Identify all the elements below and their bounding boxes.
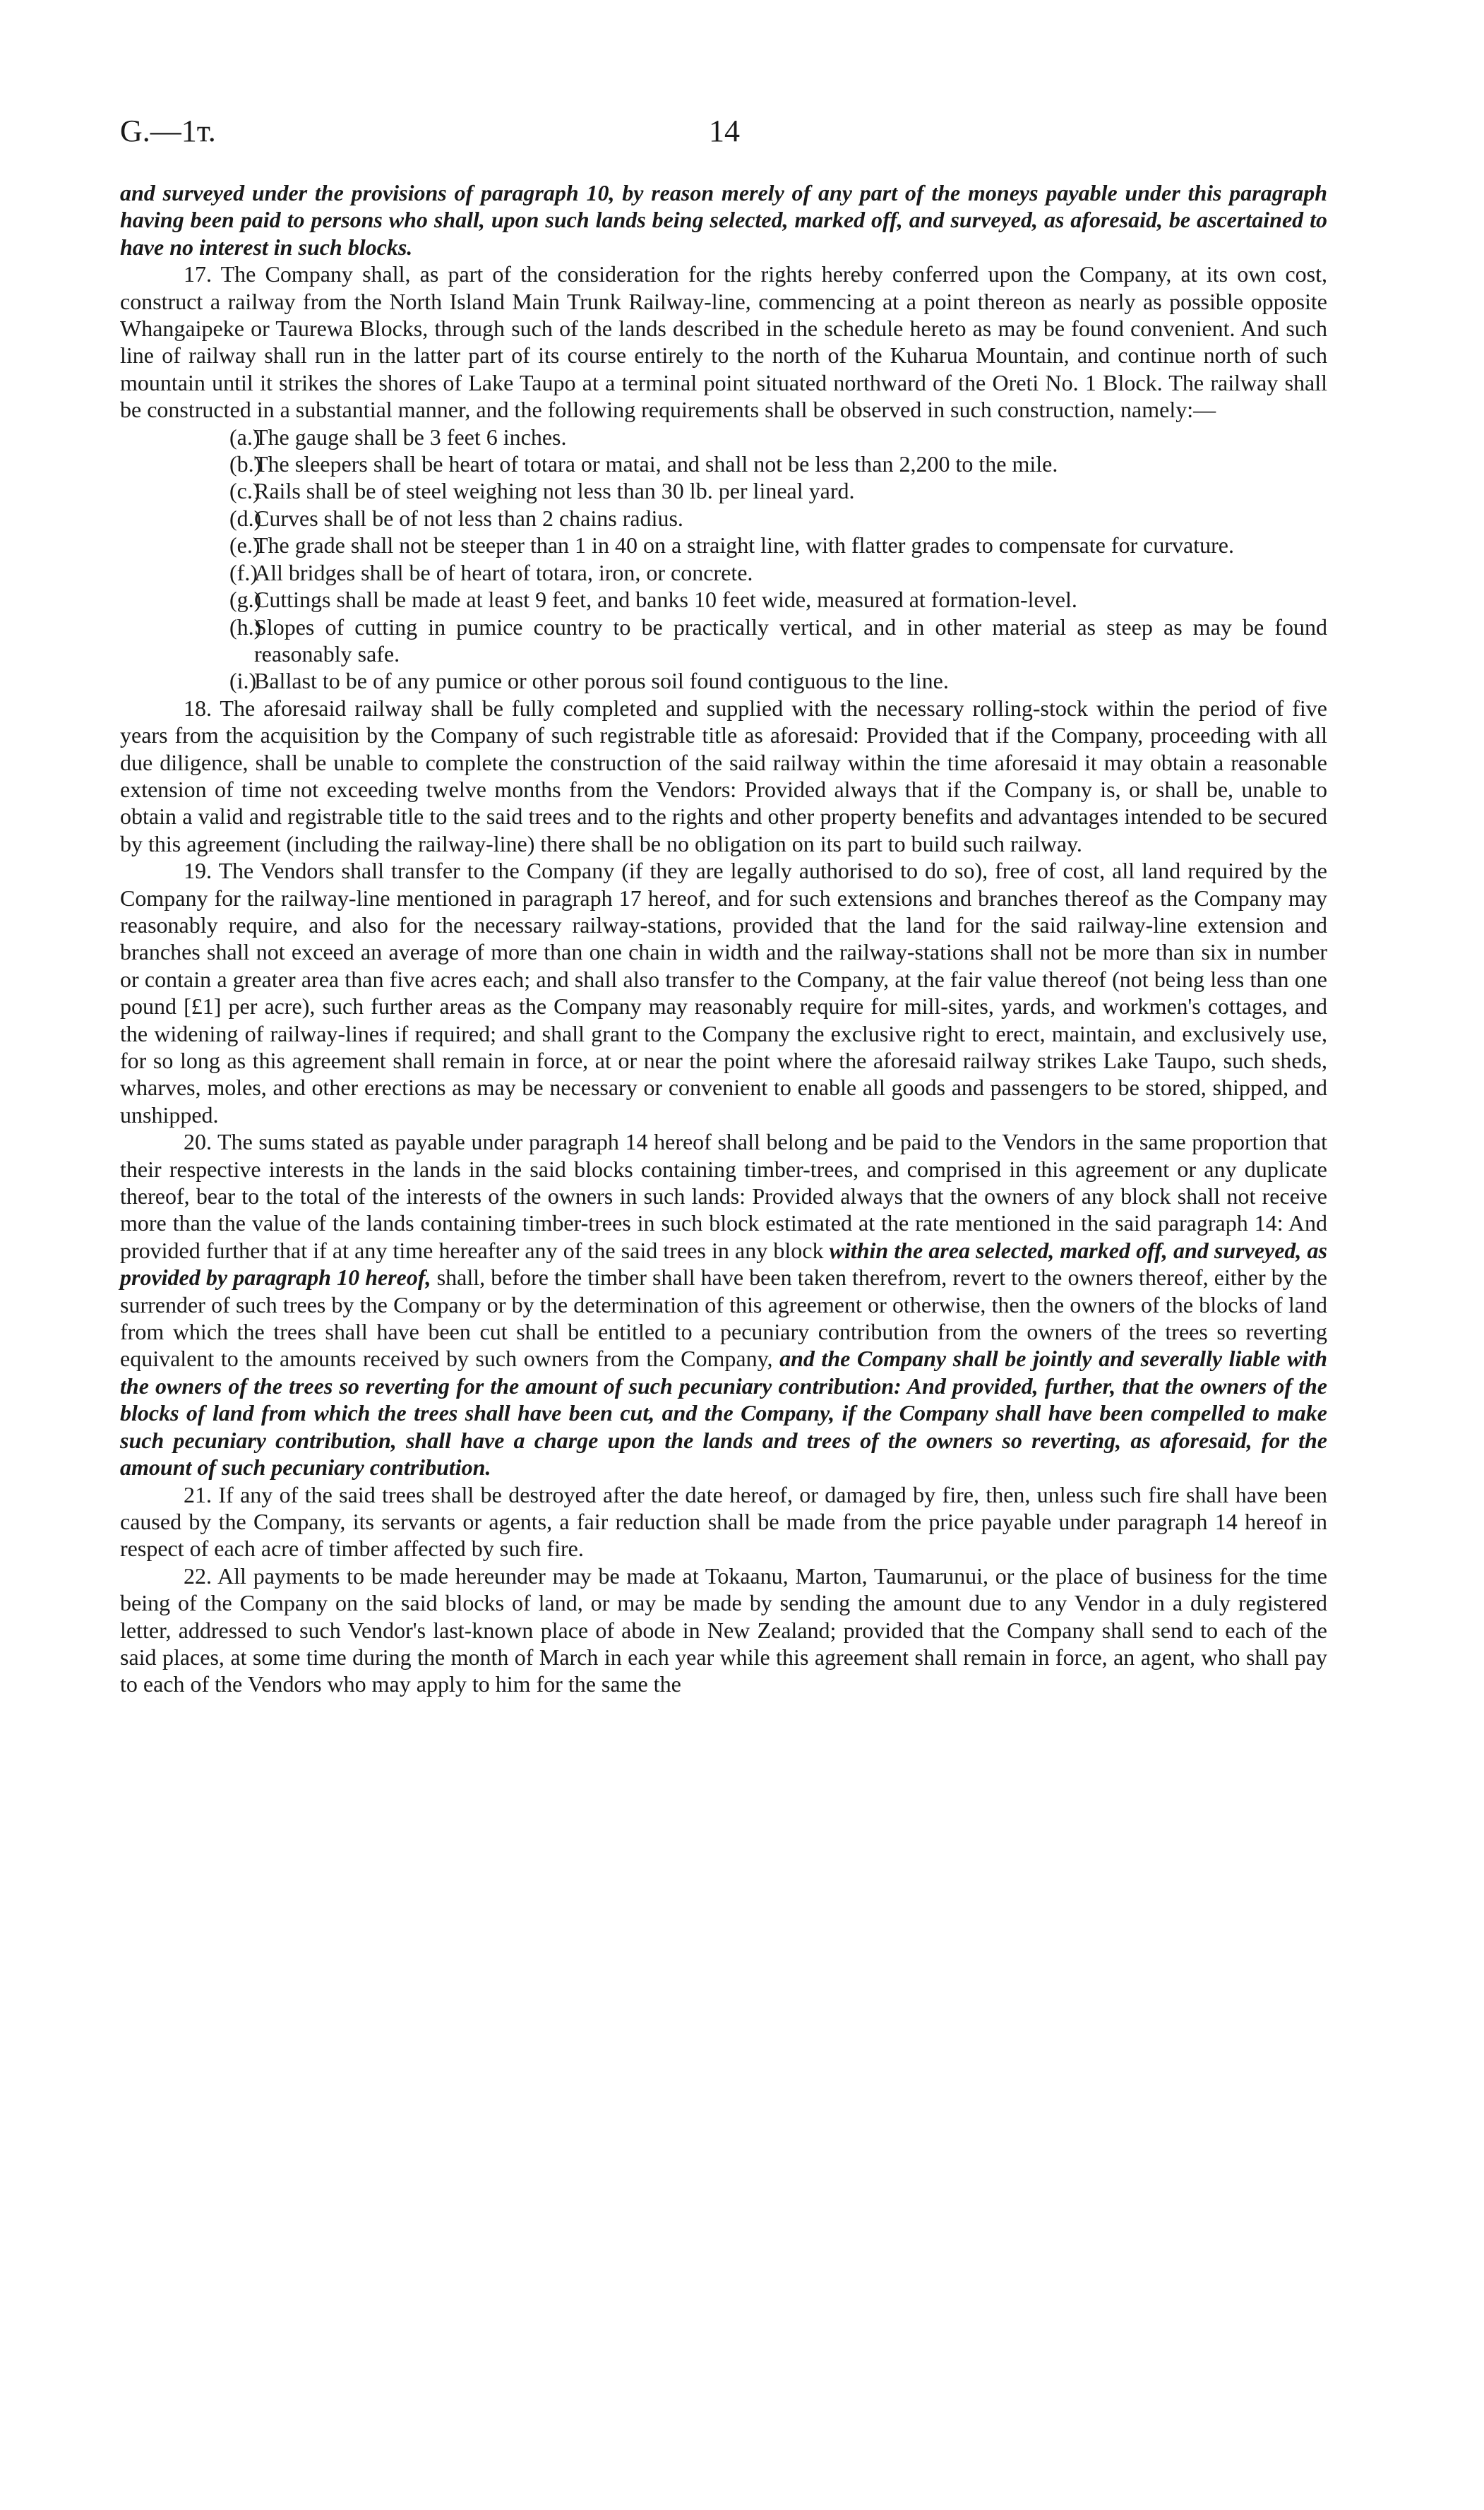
paragraph-19: 19. The Vendors shall transfer to the Company (if they are legally authorised to do so), free of cost, all land required by the Company for the railway-line mentioned in paragraph 17 hereof, and for such extensions and branches thereof as the Company may reasonably require, and also for the necessary railway-stations, provided that the land for the said railway-line extension and branches shall not exceed an average of more than one chain in width and the railway-stations shall not be more than six in number or contain a greater area than five acres each; and shall also transfer to the Company, at the fair value thereof (not being less than one pound [£1] per acre), such further areas as the Company may reasonably require for mill-sites, yards, and workmen's cottages, and the widening of railway-lines if required; and shall grant to the Company the exclusive right to erect, maintain, and exclusively use, for so long as this agreement shall remain in force, at or near the point where the aforesaid railway strikes Lake Taupo, such sheds, wharves, moles, and other erections as may be necessary or convenient to enable all goods and passengers to be stored, shipped, and unshipped. — [120, 858, 1327, 1128]
requirement-item — [120, 477, 1327, 504]
requirement-item — [120, 505, 1327, 532]
paragraph-20-text-1: 20. The sums stated as payable under paragraph 14 hereof shall belong and be paid to the Vendors in the same proportion that their respective interests in the lands in the said blocks containing timber-trees, and comprised in this agreement or any duplicate thereof, bear to the total of the interests of the owners in such lands: Provided always that the owners of any block shall not receive more than the value of the lands containing timber-trees in such block estimated at the rate mentioned in the said paragraph 14: And provided further that if at any time hereafter any of the said trees in any block — [120, 1129, 1327, 1263]
requirement-text: Cuttings shall be made at least 9 feet, and banks 10 feet wide, measured at formation-level. — [254, 587, 1077, 613]
railway-requirements-list — [120, 424, 1327, 695]
requirement-label: (i.) — [229, 668, 257, 694]
paragraph-17: 17. The Company shall, as part of the consideration for the rights hereby conferred upon the Company, at its own cost, construct a railway from the North Island Main Trunk Railway-line, commencing at a point thereon as nearly as possible opposite Whangaipeke or Taurewa Blocks, through such of the lands described in the schedule hereto as may be found convenient. And such line of railway shall run in the latter part of its course entirely to the north of the Kuharua Mountain, and continue north of such mountain until it strikes the shores of Lake Taupo at a terminal point situated northward of the Oreti No. 1 Block. The railway shall be constructed in a substantial manner, and the following requirements shall be observed in such construction, namely:— — [120, 261, 1327, 423]
requirement-text: Curves shall be of not less than 2 chains radius. — [254, 505, 683, 531]
requirement-item — [120, 667, 1327, 694]
requirement-item — [120, 532, 1327, 558]
requirement-item — [120, 586, 1327, 613]
page-header — [120, 113, 1329, 155]
requirement-label: (b.) — [229, 451, 262, 477]
requirement-item — [120, 450, 1327, 477]
requirement-label: (a.) — [229, 424, 261, 450]
requirement-label: (h.) — [229, 614, 262, 640]
requirement-text: The grade shall not be steeper than 1 in 40 on a straight line, with flatter grades to compensate for curvature. — [254, 532, 1234, 558]
continued-paragraph — [120, 179, 1327, 261]
paragraph-21: 21. If any of the said trees shall be destroyed after the date hereof, or damaged by fire, then, unless such fire shall have been caused by the Company, its servants or agents, a fair reduction shall be made from the price payable under paragraph 14 hereof in respect of each acre of timber affected by such fire. — [120, 1481, 1327, 1562]
requirement-text: The gauge shall be 3 feet 6 inches. — [254, 424, 567, 450]
requirement-text: All bridges shall be of heart of totara, iron, or concrete. — [254, 559, 753, 585]
requirement-text: Rails shall be of steel weighing not less than 30 lb. per lineal yard. — [254, 478, 855, 504]
paragraph-20-text-2: shall, before the timber shall have been taken therefrom, revert to the owners thereof, either by the surrender of such trees by the Company or by the determination of this agreement or otherwise, then the owners of the blocks of land from which the trees shall have been cut shall be entitled to a pecuniary contribution from the owners of the trees so reverting equivalent to the amounts received by such owners from the Company, — [120, 1265, 1328, 1372]
requirement-label: (f.) — [229, 559, 258, 585]
paragraph-18: 18. The aforesaid railway shall be fully completed and supplied with the necessary rolling-stock within the period of five years from the acquisition by the Company of such registrable title as aforesaid: Provided that if the Company, proceeding with all due diligence, shall be unable to complete the construction of the said railway within the time aforesaid it may obtain a reasonable extension of time not exceeding twelve months from the Vendors: Provided always that if the Company is, or shall be, unable to obtain a valid and registrable title to the said trees and to the rights and other property benefits and advantages intended to be secured by this agreement (including the railway-line) there shall be no obligation on its part to build such railway. — [120, 695, 1327, 856]
continued-italic-text: and surveyed under the provisions of paragraph 10, by reason merely of any part of the moneys payable under this paragraph having been paid to persons who shall, upon such lands being selected, marked off, and surveyed, as aforesaid, be ascertained to have no interest in such blocks. — [120, 180, 1327, 260]
requirement-text: Ballast to be of any pumice or other porous soil found contiguous to the line. — [254, 668, 949, 694]
paragraph-20-italic-1: within the area selected, marked off, and surveyed, as provided by paragraph 10 hereof, — [120, 1237, 1327, 1291]
requirement-label: (g.) — [229, 587, 262, 613]
requirement-text: Slopes of cutting in pumice country to be practically vertical, and in other material as steep as may be found reasonably safe. — [254, 614, 1327, 667]
document-reference: G.—1т. — [120, 114, 216, 148]
requirement-label: (e.) — [229, 532, 261, 558]
paragraph-20 — [120, 1128, 1327, 1481]
requirement-item — [120, 614, 1327, 668]
paragraph-20-italic-2: and the Company shall be jointly and severally liable with the owners of the trees so reverting for the amount of such pecuniary contribution: And provided, further, that the owners of the blocks of land from which the trees shall have been cut, and the Company, if the Company shall have been compelled to make such pecuniary contribution, shall have a charge upon the lands and trees of the owners so reverting, as aforesaid, for the amount of such pecuniary contribution. — [120, 1346, 1328, 1481]
requirement-text: The sleepers shall be heart of totara or matai, and shall not be less than 2,200 to the mile. — [254, 451, 1058, 477]
document-body — [120, 179, 1327, 1698]
requirement-item — [120, 559, 1327, 586]
requirement-label: (c.) — [229, 478, 261, 504]
requirement-item — [120, 424, 1327, 450]
requirement-label: (d.) — [229, 505, 262, 531]
paragraph-22: 22. All payments to be made hereunder may be made at Tokaanu, Marton, Taumarunui, or the place of business for the time being of the Company on the said blocks of land, or may be made by sending the amount due to any Vendor in a duly registered letter, addressed to such Vendor's last-known place of abode in New Zealand; provided that the Company shall send to each of the said places, at some time during the month of March in each year while this agreement shall remain in force, an agent, who shall pay to each of the Vendors who may apply to him for the same the — [120, 1562, 1327, 1697]
page-number: 14 — [709, 114, 740, 148]
